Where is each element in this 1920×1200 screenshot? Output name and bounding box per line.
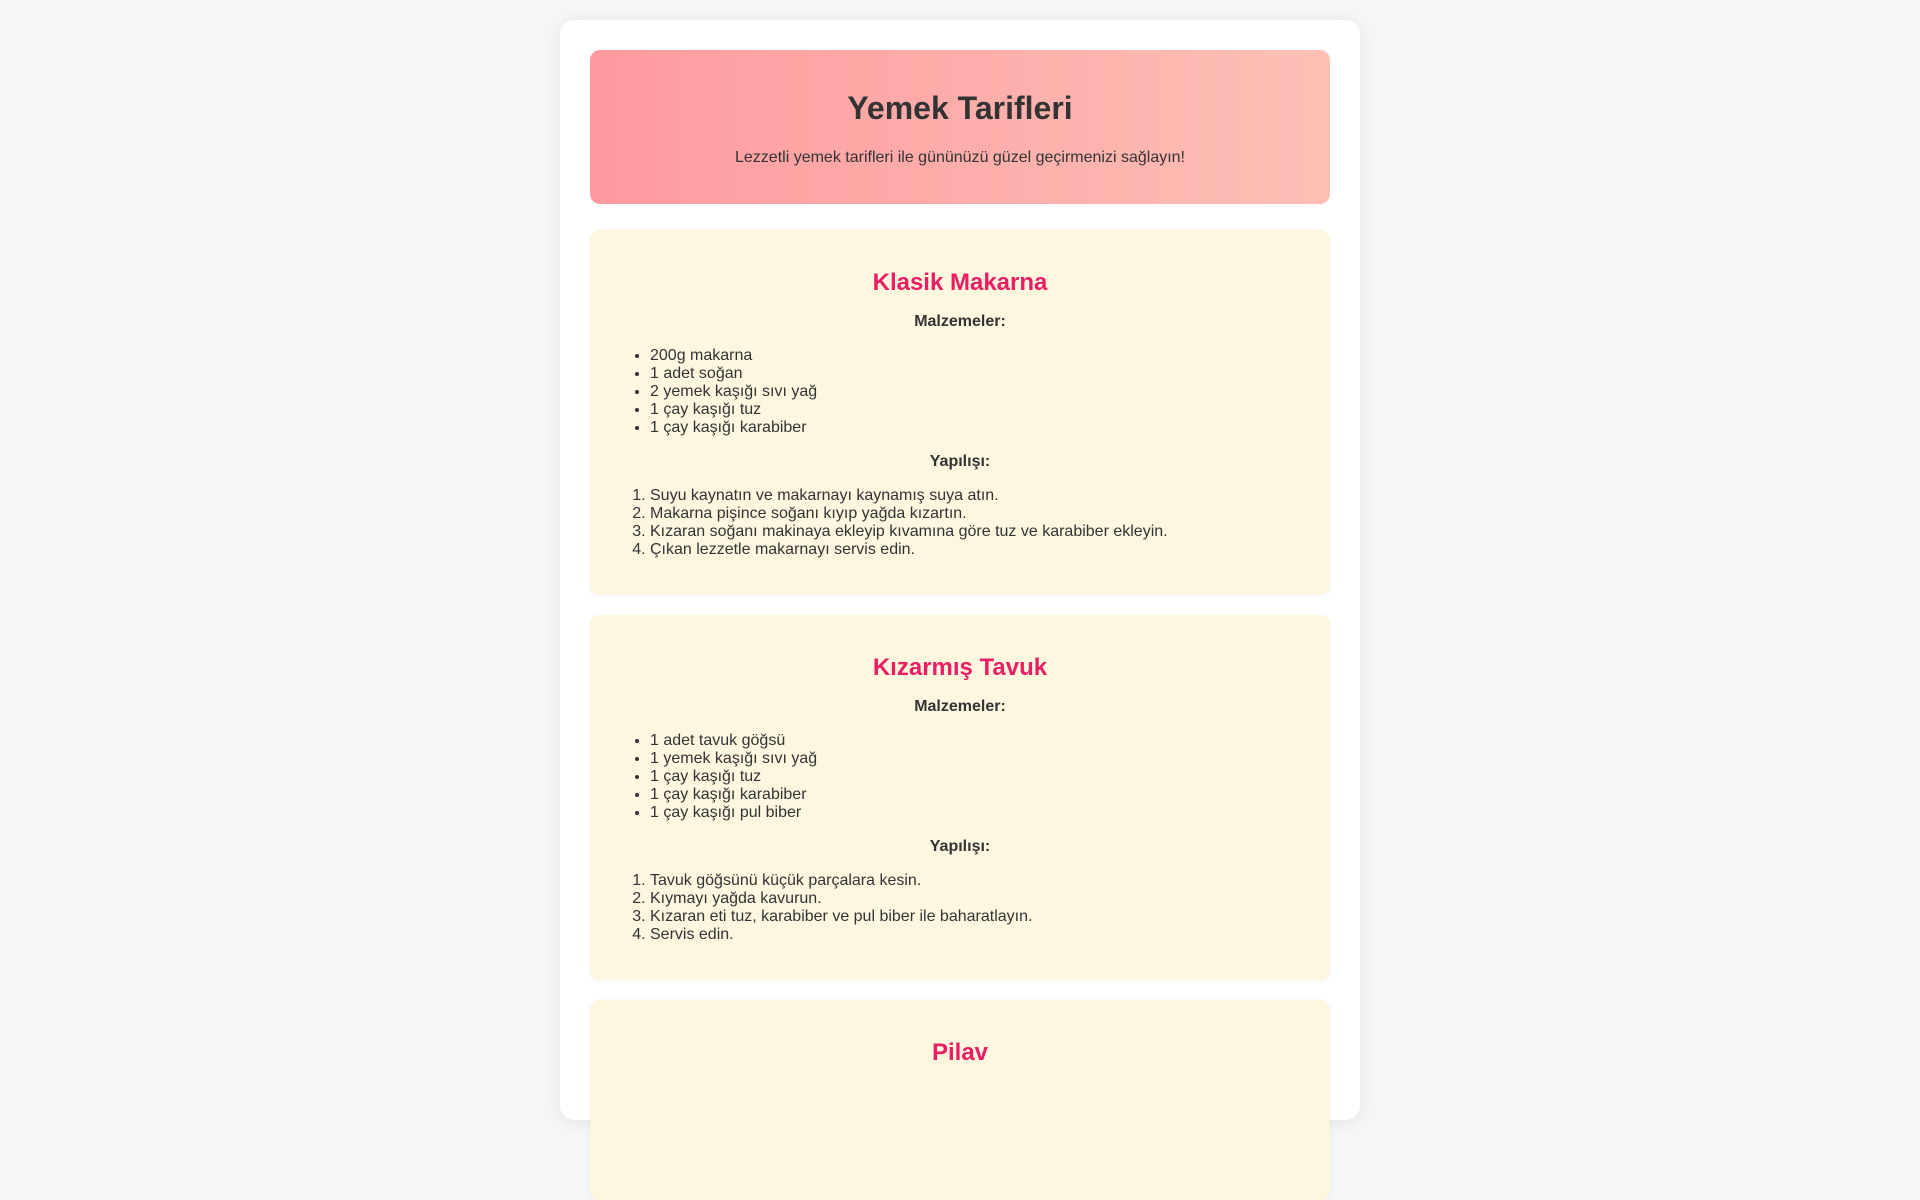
ingredients-heading: Malzemeler: bbox=[914, 313, 1006, 330]
recipe-card-kizarmis-tavuk bbox=[590, 615, 1330, 980]
steps-list bbox=[650, 872, 1310, 944]
page-subtitle: Lezzetli yemek tarifleri ile gününüzü güzel geçirmenizi sağlayın! bbox=[735, 149, 1185, 166]
ingredient-item: • 1 çay kaşığı karabiber bbox=[650, 419, 1310, 437]
recipe-card-pilav bbox=[590, 1000, 1330, 1200]
step-item: 2. Kıymayı yağda kavurun. bbox=[650, 890, 1310, 908]
step-item: 3. Kızaran eti tuz, karabiber ve pul biber ile baharatlayın. bbox=[650, 908, 1310, 926]
steps-heading: Yapılışı: bbox=[929, 453, 991, 470]
steps-heading: Yapılışı: bbox=[929, 838, 991, 855]
page-header bbox=[590, 50, 1330, 204]
recipe-title: Klasik Makarna bbox=[872, 269, 1048, 296]
page-title: Yemek Tarifleri bbox=[847, 90, 1073, 126]
step-item: 1. Suyu kaynatın ve makarnayı kaynamış suya atın. bbox=[650, 487, 1310, 505]
ingredient-item: • 200g makarna bbox=[650, 347, 1310, 365]
step-item: 2. Makarna pişince soğanı kıyıp yağda kızartın. bbox=[650, 505, 1310, 523]
step-item: 4. Servis edin. bbox=[650, 926, 1310, 944]
ingredients-list bbox=[650, 732, 1310, 822]
ingredient-item: • 1 adet soğan bbox=[650, 365, 1310, 383]
ingredient-item: • 1 çay kaşığı pul biber bbox=[650, 804, 1310, 822]
recipe-card-klasik-makarna bbox=[590, 230, 1330, 595]
page-container bbox=[560, 20, 1360, 1120]
recipe-title: Pilav bbox=[931, 1039, 989, 1066]
ingredients-heading: Malzemeler: bbox=[914, 698, 1006, 715]
ingredient-item: • 2 yemek kaşığı sıvı yağ bbox=[650, 383, 1310, 401]
recipe-title: Kızarmış Tavuk bbox=[872, 654, 1048, 681]
step-item: 4. Çıkan lezzetle makarnayı servis edin. bbox=[650, 541, 1310, 559]
ingredient-item: • 1 çay kaşığı karabiber bbox=[650, 786, 1310, 804]
ingredient-item: • 1 yemek kaşığı sıvı yağ bbox=[650, 750, 1310, 768]
ingredient-item: • 1 çay kaşığı tuz bbox=[650, 401, 1310, 419]
ingredient-item: • 1 adet tavuk göğsü bbox=[650, 732, 1310, 750]
ingredient-item: • 1 çay kaşığı tuz bbox=[650, 768, 1310, 786]
ingredients-list bbox=[650, 347, 1310, 437]
steps-list bbox=[650, 487, 1310, 559]
step-item: 1. Tavuk göğsünü küçük parçalara kesin. bbox=[650, 872, 1310, 890]
step-item: 3. Kızaran soğanı makinaya ekleyip kıvamına göre tuz ve karabiber ekleyin. bbox=[650, 523, 1310, 541]
